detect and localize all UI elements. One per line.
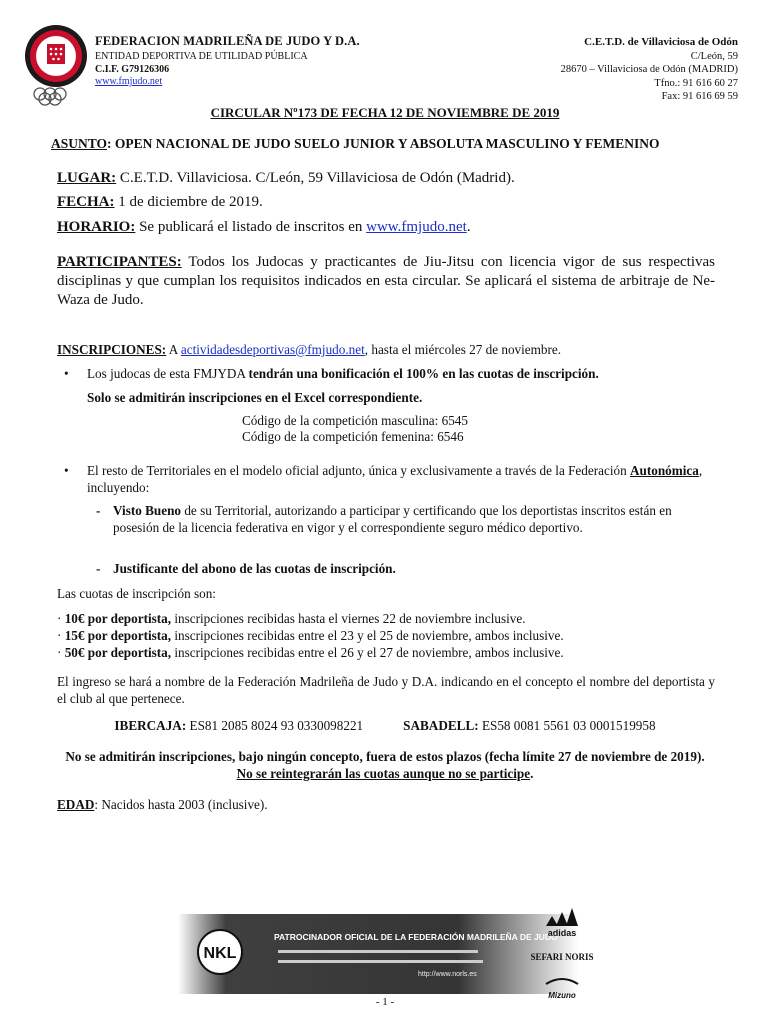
bullet-item-territorials-underlined: Autonómica	[629, 463, 699, 478]
fee-text: inscripciones recibidas entre el 26 y el 27 de noviembre, ambos inclusive.	[171, 645, 564, 660]
center-name: C.E.T.D. de Villaviciosa de Odón	[584, 36, 738, 48]
bank2-label: SABADELL:	[403, 718, 479, 733]
sponsor-web: http://www.norls.es	[418, 971, 477, 978]
dash-item-visto-bueno-text: de su Territorial, autorizando a participar y certificando que los deportistas inscritos están en posesión de la licencia federativa en vigor y el correspondiente seguro médico deportivo.	[113, 503, 672, 535]
sponsor-title: PATROCINADOR OFICIAL DE LA FEDERACIÓN MADRILEÑA DE JUDO	[274, 932, 558, 942]
bank-accounts	[0, 717, 770, 734]
code-female: Código de la competición femenina: 6546	[242, 429, 464, 444]
center-address-line2: 28670 – Villaviciosa de Odón (MADRID)	[560, 64, 738, 75]
date-label: FECHA:	[57, 194, 115, 210]
bank1-label: IBERCAJA:	[114, 718, 187, 733]
subject-line	[51, 136, 659, 152]
bullet-marker: •	[64, 366, 69, 381]
bullet-item-fmjyda-bold: tendrán una bonificación el 100% en las cuotas de inscripción.	[248, 366, 599, 381]
dash-marker: -	[96, 561, 101, 576]
subject-text: : OPEN NACIONAL DE JUDO SUELO JUNIOR Y ABSOLUTA MASCULINO Y FEMENINO	[107, 136, 660, 151]
registrations-line	[57, 341, 561, 358]
fee-marker: ·	[57, 645, 62, 660]
header-right	[438, 36, 738, 104]
schedule-text: Se publicará el listado de inscritos en	[135, 219, 367, 235]
fee-item	[57, 627, 564, 644]
bullet-marker: •	[64, 463, 69, 478]
org-subtitle: ENTIDAD DEPORTIVA DE UTILIDAD PÚBLICA	[95, 51, 308, 62]
adidas-logo-text: adidas	[547, 928, 577, 938]
fee-item	[57, 610, 564, 627]
excel-note: Solo se admitirán inscripciones en el Excel correspondiente.	[87, 390, 423, 405]
page-number: - 1 -	[375, 996, 395, 1008]
dash-marker: -	[96, 503, 101, 518]
schedule-label: HORARIO:	[57, 219, 136, 235]
venue-label: LUGAR:	[57, 170, 117, 186]
bank1-iban: ES81 2085 8024 93 0330098221	[186, 718, 364, 733]
bullet-item-territorials-end: , incluyendo:	[87, 463, 703, 495]
fees-list	[57, 610, 564, 661]
registrations-label: INSCRIPCIONES:	[57, 342, 167, 357]
center-fax: Fax: 91 616 69 59	[661, 91, 738, 102]
participants-label: PARTICIPANTES:	[57, 254, 182, 270]
org-name: FEDERACION MADRILEÑA DE JUDO Y D.A.	[95, 34, 360, 48]
bullet-item-territorials	[87, 462, 717, 496]
schedule-end: .	[466, 219, 471, 235]
fees-intro: Las cuotas de inscripción son:	[57, 586, 216, 601]
code-male: Código de la competición masculina: 6545	[242, 413, 468, 428]
fee-text: inscripciones recibidas entre el 23 y el 25 de noviembre, ambos inclusive.	[171, 628, 564, 643]
center-address-line1: C/León, 59	[690, 50, 738, 62]
schedule-link[interactable]: www.fmjudo.net	[366, 219, 467, 235]
org-website-link[interactable]: www.fmjudo.net	[95, 76, 163, 87]
bullet-item-fmjyda-text: Los judocas de esta FMJYDA	[87, 366, 249, 381]
nkl-logo-text: NKL	[203, 945, 237, 962]
bank2-iban: ES58 0081 5561 03 0001519958	[478, 718, 656, 733]
fee-marker: ·	[57, 628, 62, 643]
sponsor-banner	[178, 902, 698, 1002]
dash-item-visto-bueno-bold: Visto Bueno	[113, 503, 182, 518]
mizuno-logo-text: Mizuno	[548, 991, 576, 1000]
age-label: EDAD	[57, 797, 95, 812]
age-text: : Nacidos hasta 2003 (inclusive).	[94, 797, 268, 812]
sefari-noris-logo: SEFARI NORIS	[530, 952, 594, 962]
fee-amount: 10€ por deportista,	[64, 611, 172, 626]
participants-paragraph	[57, 253, 715, 310]
dash-item-visto-bueno	[113, 502, 715, 536]
org-cif: C.I.F. G79126306	[95, 64, 170, 75]
competition-codes	[242, 413, 468, 445]
fee-item	[57, 644, 564, 661]
header-left	[95, 34, 425, 87]
date-line	[57, 194, 263, 211]
fee-text: inscripciones recibidas hasta el viernes 22 de noviembre inclusive.	[171, 611, 526, 626]
deadline-warning-text: No se admitirán inscripciones, bajo ningún concepto, fuera de estos plazos (fecha límite 27 de noviembre de 2019).	[65, 749, 705, 764]
deadline-warning-underlined: No se reintegrarán las cuotas aunque no se participe	[236, 766, 531, 781]
fee-amount: 15€ por deportista,	[64, 628, 172, 643]
center-phone: Tfno.: 91 616 60 27	[654, 77, 738, 89]
bullet-item-territorials-text: El resto de Territoriales en el modelo oficial adjunto, única y exclusivamente a través de la Federación	[87, 463, 630, 478]
circular-title: CIRCULAR Nº173 DE FECHA 12 DE NOVIEMBRE DE 2019	[210, 105, 560, 120]
participants-text: Todos los Judocas y practicantes de Jiu-Jitsu con licencia vigor de sus respectivas disciplinas y que cumplan los requisitos indicados en esta circular. Se aplicará el sistema de arbitraje de Ne-Waza de Judo.	[57, 254, 715, 308]
federation-logo	[18, 22, 94, 106]
registrations-pre: A	[166, 342, 181, 357]
fee-marker: ·	[57, 611, 62, 626]
venue-line	[57, 170, 515, 187]
registrations-post: , hasta el miércoles 27 de noviembre.	[364, 342, 562, 357]
age-line	[57, 796, 268, 813]
payment-paragraph: El ingreso se hará a nombre de la Federación Madrileña de Judo y D.A. indicando en el concepto el nombre del deportista y el club al que pertenece.	[57, 674, 715, 706]
date-text: 1 de diciembre de 2019.	[114, 194, 263, 210]
bullet-item-fmjyda	[87, 365, 599, 382]
deadline-warning	[60, 748, 710, 782]
schedule-line	[57, 219, 471, 236]
venue-text: C.E.T.D. Villaviciosa. C/León, 59 Villaviciosa de Odón (Madrid).	[116, 170, 515, 186]
deadline-warning-end: .	[530, 766, 534, 781]
registrations-email-link[interactable]: actividadesdeportivas@fmjudo.net	[180, 342, 365, 357]
dash-item-justificante: Justificante del abono de las cuotas de inscripción.	[113, 561, 396, 576]
fee-amount: 50€ por deportista,	[64, 645, 172, 660]
subject-label: ASUNTO	[51, 136, 108, 151]
